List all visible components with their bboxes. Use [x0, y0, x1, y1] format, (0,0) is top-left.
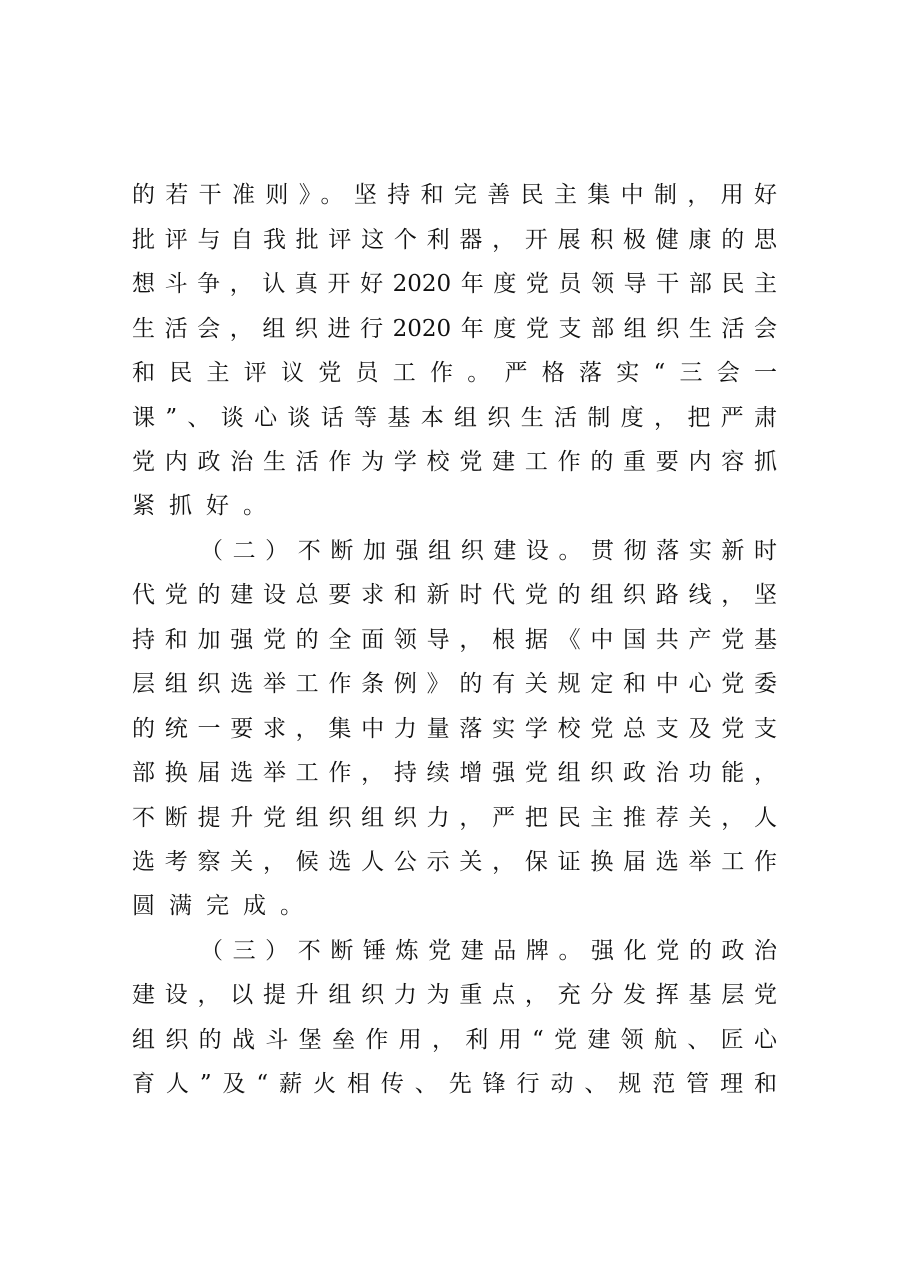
text-line: 建设，以提升组织力为重点，充分发挥基层党 — [132, 982, 777, 1008]
section-heading-line: （三）不断锤炼党建品牌。强化党的政治 — [200, 938, 777, 964]
text-line: 党内政治生活作为学校党建工作的重要内容抓 — [132, 449, 777, 475]
text-line: 批评与自我批评这个利器，开展积极健康的思 — [132, 227, 777, 253]
text-line: 不断提升党组织组织力，严把民主推荐关，人 — [132, 805, 777, 831]
text-line: 和民主评议党员工作。严格落实“三会一 — [132, 360, 777, 386]
section-heading-line: （二）不断加强组织建设。贯彻落实新时 — [200, 538, 777, 564]
text-line: 层组织选举工作条例》的有关规定和中心党委 — [132, 671, 777, 697]
text-line: 代党的建设总要求和新时代党的组织路线，坚 — [132, 582, 777, 608]
text-line: 的若干准则》。坚持和完善民主集中制，用好 — [132, 182, 777, 208]
text-line: 持和加强党的全面领导，根据《中国共产党基 — [132, 627, 777, 653]
text-line: 课”、谈心谈话等基本组织生活制度，把严肃 — [132, 405, 777, 431]
text-line: 育人”及“薪火相传、先锋行动、规范管理和 — [132, 1071, 777, 1097]
text-line: 选考察关，候选人公示关，保证换届选举工作 — [132, 849, 777, 875]
text-line: 组织的战斗堡垒作用，利用“党建领航、匠心 — [132, 1027, 777, 1053]
text-line: 想斗争，认真开好2020年度党员领导干部民主 — [132, 271, 777, 297]
text-line: 圆满完成。 — [132, 893, 317, 919]
text-line: 生活会，组织进行2020年度党支部组织生活会 — [132, 316, 777, 342]
text-line: 部换届选举工作，持续增强党组织政治功能， — [132, 760, 777, 786]
text-line: 紧抓好。 — [132, 493, 280, 519]
text-line: 的统一要求，集中力量落实学校党总支及党支 — [132, 716, 777, 742]
